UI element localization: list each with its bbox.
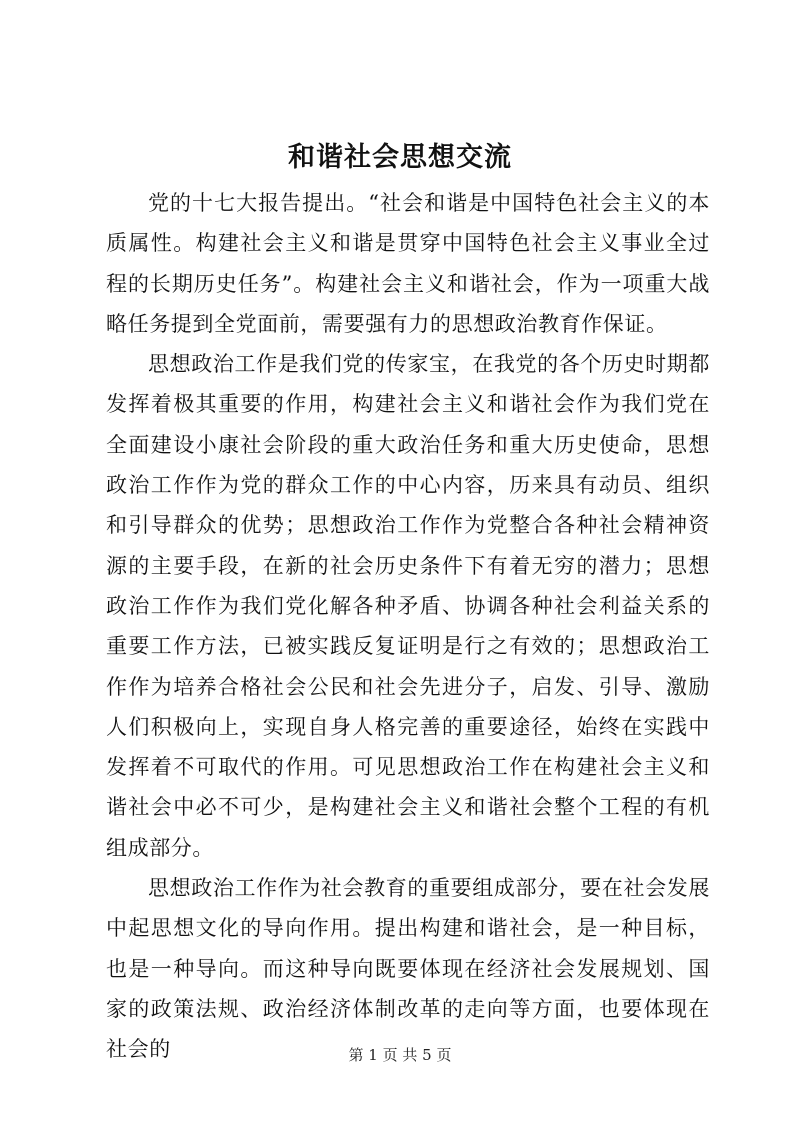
paragraph-1: 党的十七大报告提出。“社会和谐是中国特色社会主义的本质属性。构建社会主义和谐是贯穿中国特色社会主义事业全过程的长期历史任务”。构建社会主义和谐社会，作为一项重大战略任务提到全党面前，需要强有力的思想政治教育作保证。 <box>106 191 710 336</box>
document-title: 和谐社会思想交流 <box>288 142 512 173</box>
document-body <box>106 183 710 1070</box>
page-number-footer: 第 1 页 共 5 页 <box>348 1046 452 1064</box>
paragraph-3: 思想政治工作作为社会教育的重要组成部分，要在社会发展中起思想文化的导向作用。提出构建和谐社会，是一种目标，也是一种导向。而这种导向既要体现在经济社会发展规划、国家的政策法规、政治经济体制改革的走向等方面，也要体现在社会的 <box>106 876 710 1062</box>
paragraph-2: 思想政治工作是我们党的传家宝，在我党的各个历史时期都发挥着极其重要的作用，构建社会主义和谐社会作为我们党在全面建设小康社会阶段的重大政治任务和重大历史使命，思想政治工作作为党的群众工作的中心内容，历来具有动员、组织和引导群众的优势；思想政治工作作为党整合各种社会精神资源的主要手段，在新的社会历史条件下有着无穷的潜力；思想政治工作作为我们党化解各种矛盾、协调各种社会利益关系的重要工作方法，已被实践反复证明是行之有效的；思想政治工作作为培养合格社会公民和社会先进分子，启发、引导、激励人们积极向上，实现自身人格完善的重要途径，始终在实践中发挥着不可取代的作用。可见思想政治工作在构建社会主义和谐社会中必不可少，是构建社会主义和谐社会整个工程的有机组成部分。 <box>106 352 710 860</box>
